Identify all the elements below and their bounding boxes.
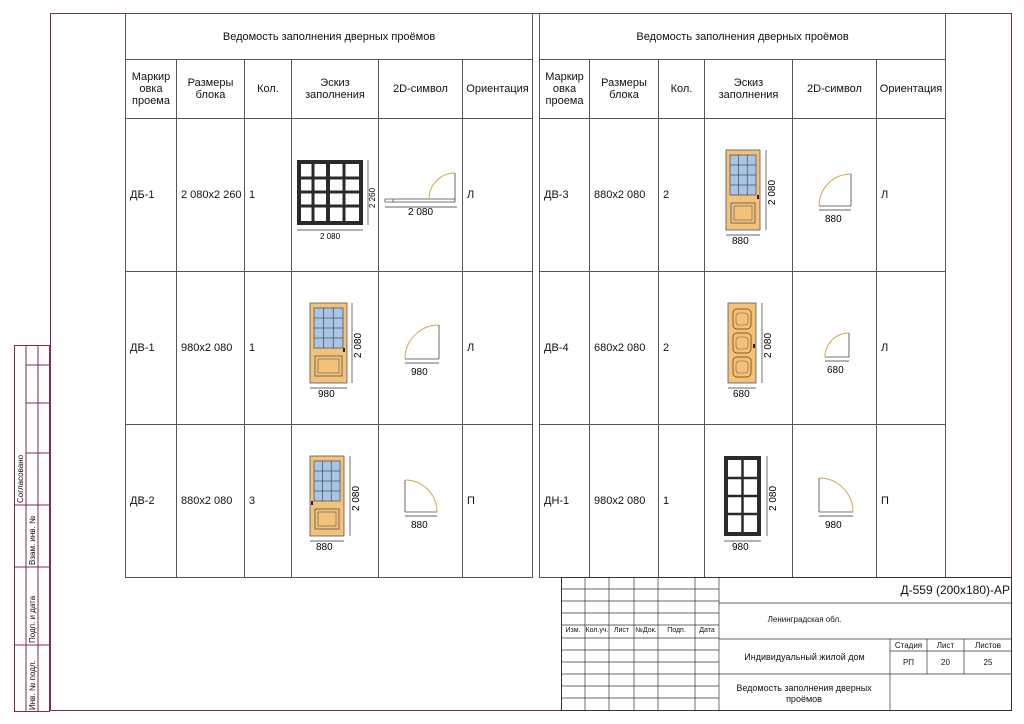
tb-col-ndok: №Док. (635, 627, 657, 634)
cell-qty: 2 (659, 119, 705, 272)
col-header-orientation: Ориентация (463, 60, 533, 119)
tb-col-podp: Подп. (667, 627, 686, 634)
door-sketch-glazed-wood (300, 298, 370, 398)
stamp-podp-label: Подп. и дата (28, 595, 37, 643)
sketch-width-label: 980 (731, 542, 749, 551)
cell-sketch (292, 272, 379, 425)
table-row (540, 425, 946, 578)
cell-sketch (705, 119, 793, 272)
col-header-mark: Маркир овка проема (540, 60, 590, 119)
cell-symbol (793, 272, 877, 425)
cell-mark: ДВ-3 (540, 119, 590, 272)
sketch-height-label: 2 260 (368, 187, 377, 208)
stamp-vzam-label: Взам. инв. № (28, 515, 37, 565)
cell-size: 980х2 080 (177, 272, 245, 425)
sketch-width-label: 980 (318, 389, 335, 398)
tb-col-list: Лист (613, 627, 630, 634)
sketch-height-label: 2 080 (353, 332, 364, 358)
door-symbol (391, 317, 451, 379)
sketch-height-label: 2 080 (351, 485, 362, 511)
cell-size: 980х2 080 (590, 425, 659, 578)
sketch-height-label: 2 080 (767, 485, 779, 511)
symbol-dim-label: 880 (824, 214, 842, 225)
cell-size: 880х2 080 (590, 119, 659, 272)
sketch-width-label: 880 (731, 236, 749, 245)
cell-mark: ДВ-2 (126, 425, 177, 578)
cell-qty: 3 (245, 425, 292, 578)
cell-orientation: П (877, 425, 946, 578)
cell-sketch (705, 425, 793, 578)
sheets-label: Листов (975, 641, 1001, 650)
table-row (126, 119, 533, 272)
door-symbol-wide (381, 165, 461, 225)
door-symbol (805, 317, 865, 379)
cell-symbol (379, 119, 463, 272)
door-sketch-carved-wood (714, 298, 784, 398)
col-header-sketch: Эскиз заполнения (705, 60, 793, 119)
symbol-dim-label: 880 (410, 520, 428, 531)
door-sketch-dark-glazed (714, 451, 784, 551)
cell-mark: ДН-1 (540, 425, 590, 578)
door-symbol (805, 470, 865, 532)
door-symbol (805, 164, 865, 226)
table-row (540, 119, 946, 272)
cell-mark: ДВ-1 (126, 272, 177, 425)
col-header-qty: Кол. (659, 60, 705, 119)
stamp-inv-label: Инв. № подл. (28, 660, 37, 710)
col-header-mark: Маркир овка проема (126, 60, 177, 119)
tb-col-data: Дата (699, 627, 715, 634)
cell-symbol (793, 425, 877, 578)
cell-size: 680х2 080 (590, 272, 659, 425)
cell-orientation: Л (463, 272, 533, 425)
stage-value: РП (902, 658, 915, 667)
cell-qty: 2 (659, 272, 705, 425)
cell-symbol (379, 425, 463, 578)
cell-orientation: Л (877, 119, 946, 272)
symbol-dim-label: 680 (826, 365, 844, 376)
door-schedule-right (539, 13, 946, 578)
cell-sketch (292, 425, 379, 578)
title-block (561, 577, 1012, 711)
sketch-height-label: 2 080 (766, 179, 778, 205)
region-label: Ленинградская обл. (767, 615, 842, 624)
table-row (126, 425, 533, 578)
symbol-dim-label: 980 (410, 367, 428, 378)
symbol-dim-label: 980 (824, 520, 842, 531)
sheet-title: Ведомость заполнения дверных проёмов (736, 683, 872, 704)
sheets-value: 25 (983, 658, 993, 667)
cell-mark: ДБ-1 (126, 119, 177, 272)
cell-symbol (379, 272, 463, 425)
col-header-symbol: 2D-символ (793, 60, 877, 119)
tb-col-izm: Изм. (565, 627, 581, 634)
sketch-height-label: 2 080 (762, 332, 774, 358)
col-header-qty: Кол. (245, 60, 292, 119)
door-sketch-glazed-wood (300, 451, 370, 551)
sheet-value: 20 (941, 658, 950, 667)
project-name: Индивидуальный жилой дом (744, 652, 865, 662)
cell-orientation: Л (877, 272, 946, 425)
tb-col-kol: Кол.уч. (585, 627, 609, 634)
sheet-label: Лист (936, 641, 955, 650)
schedule-title: Ведомость заполнения дверных проёмов (126, 14, 533, 60)
cell-size: 880х2 080 (177, 425, 245, 578)
col-header-sketch: Эскиз заполнения (292, 60, 379, 119)
door-symbol (391, 470, 451, 532)
cell-orientation: П (463, 425, 533, 578)
symbol-dim-label: 2 080 (407, 207, 433, 218)
table-row (540, 272, 946, 425)
col-header-symbol: 2D-символ (379, 60, 463, 119)
cell-qty: 1 (659, 425, 705, 578)
schedule-title: Ведомость заполнения дверных проёмов (540, 14, 946, 60)
sketch-width-label: 880 (316, 542, 333, 551)
cell-sketch (705, 272, 793, 425)
cell-mark: ДВ-4 (540, 272, 590, 425)
cell-size: 2 080х2 260 (177, 119, 245, 272)
cell-qty: 1 (245, 272, 292, 425)
cell-orientation: Л (463, 119, 533, 272)
col-header-size: Размеры блока (177, 60, 245, 119)
cell-sketch (292, 119, 379, 272)
col-header-size: Размеры блока (590, 60, 659, 119)
door-sketch-double-dark (292, 150, 378, 240)
stamp-agreed-label: Согласовано (16, 454, 25, 503)
table-row (126, 272, 533, 425)
stage-label: Стадия (894, 641, 923, 650)
door-sketch-glazed-wood (714, 145, 784, 245)
side-stamp (14, 345, 50, 712)
sketch-width-label: 680 (732, 389, 750, 398)
sketch-width-label: 2 080 (320, 232, 341, 240)
door-schedule-left (125, 13, 533, 578)
cell-symbol (793, 119, 877, 272)
doc-code: Д-559 (200x180)-АР (900, 583, 1010, 597)
col-header-orientation: Ориентация (877, 60, 946, 119)
cell-qty: 1 (245, 119, 292, 272)
